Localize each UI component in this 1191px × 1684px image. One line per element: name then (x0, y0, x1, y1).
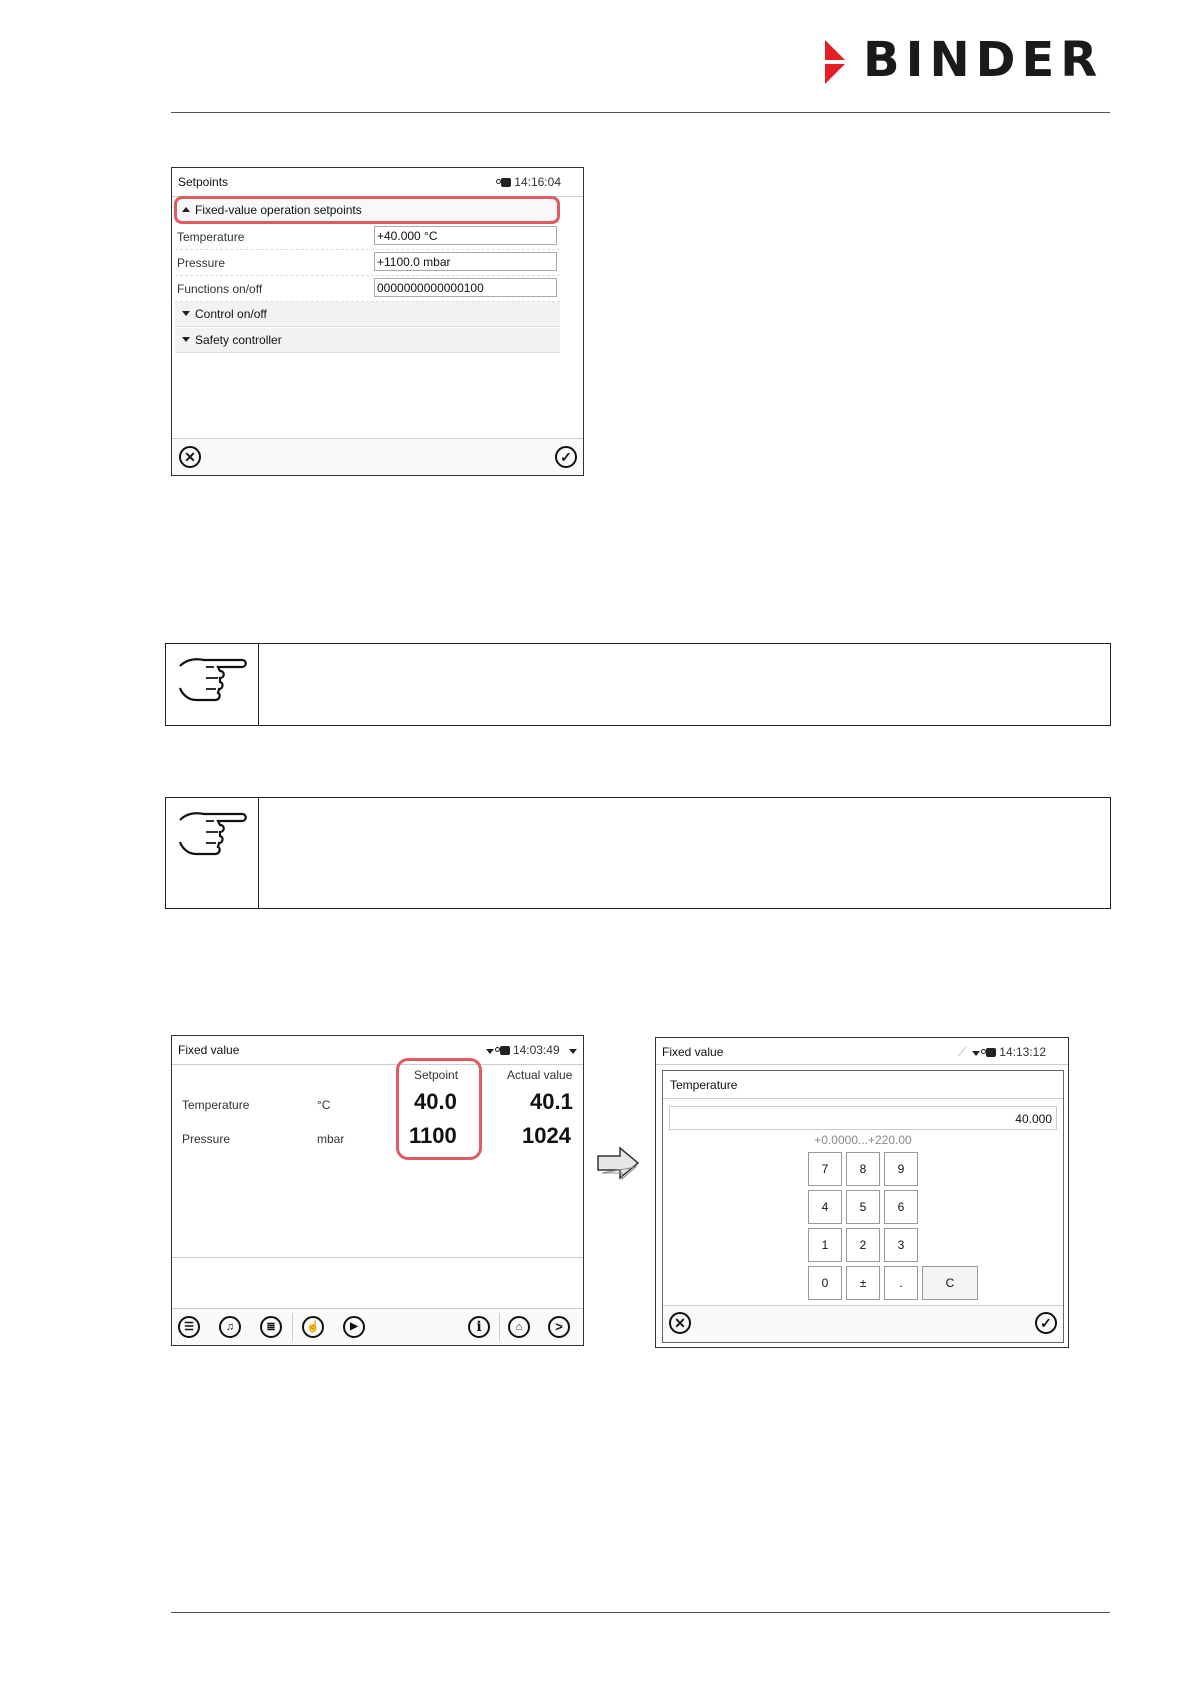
key-5[interactable]: 5 (846, 1190, 880, 1224)
row-temperature-label: Temperature (177, 230, 245, 244)
keypad-range: +0.0000...+220.00 (814, 1133, 912, 1147)
setpoints-screen (171, 167, 584, 476)
key-1[interactable]: 1 (808, 1228, 842, 1262)
temperature-actual: 40.1 (530, 1089, 573, 1114)
expand-icon (182, 311, 190, 316)
note-icon-cell (166, 798, 259, 908)
setpoints-clock (501, 175, 561, 189)
temperature-field[interactable]: +40.000 °C (374, 226, 557, 245)
key-clear[interactable]: C (922, 1266, 978, 1300)
setpoints-titlebar (172, 168, 583, 197)
row-functions-label: Functions on/off (177, 282, 263, 296)
arrow-right-icon (596, 1146, 640, 1180)
lock-icon (500, 1046, 510, 1055)
keypad-field-label: Temperature (670, 1078, 738, 1092)
dropdown-icon[interactable] (569, 1049, 577, 1054)
setpoints-clock-text: 14:16:04 (514, 175, 561, 189)
key-6[interactable]: 6 (884, 1190, 918, 1224)
next-icon[interactable]: > (548, 1316, 570, 1338)
separator (499, 1313, 500, 1341)
wifi-off-icon: ⟋ (957, 1045, 967, 1059)
keypad-clock-text: 14:13:12 (999, 1045, 1046, 1059)
row-pressure (175, 250, 560, 276)
key-8[interactable]: 8 (846, 1152, 880, 1186)
temperature-setpoint[interactable]: 40.0 (414, 1089, 457, 1114)
key-3[interactable]: 3 (884, 1228, 918, 1262)
section-fixed-value-label: Fixed-value operation setpoints (195, 203, 362, 217)
close-icon[interactable]: ✕ (179, 446, 201, 468)
setpoint-highlight (396, 1058, 482, 1160)
dropdown-icon[interactable] (972, 1051, 980, 1056)
pressure-setpoint[interactable]: 1100 (409, 1123, 457, 1148)
keypad-screen (655, 1037, 1069, 1348)
note-icon-cell (166, 644, 259, 725)
setpoints-bottombar (172, 438, 583, 475)
info-icon[interactable]: i (468, 1316, 490, 1338)
check-icon[interactable]: ✓ (555, 446, 577, 468)
keypad-bottombar (663, 1305, 1063, 1342)
fixed-value-screen (171, 1035, 584, 1346)
touch-icon[interactable]: ☝ (302, 1316, 324, 1338)
row-functions (175, 276, 560, 302)
note-box-1 (165, 643, 1111, 726)
keypad-title: Fixed value (662, 1045, 724, 1059)
fixed-value-titlebar (172, 1036, 583, 1065)
header-rule (171, 112, 1110, 113)
fixed-value-bottombar (172, 1308, 583, 1345)
separator (292, 1313, 293, 1341)
expand-icon (182, 337, 190, 342)
pressure-label: Pressure (182, 1132, 231, 1146)
note-box-2 (165, 797, 1111, 909)
row-pressure-label: Pressure (177, 256, 226, 270)
lock-icon (986, 1048, 996, 1057)
pressure-actual: 1024 (522, 1123, 571, 1148)
binder-logo-mark-icon (823, 40, 859, 84)
keypad-value-input[interactable]: 40.000 (669, 1106, 1057, 1130)
keypad-titlebar (656, 1038, 1068, 1065)
binder-logo (823, 32, 1104, 88)
setpoints-title: Setpoints (178, 175, 229, 189)
pointing-hand-icon (176, 652, 248, 704)
temperature-label: Temperature (182, 1098, 250, 1112)
key-0[interactable]: 0 (808, 1266, 842, 1300)
keypad-dialog-header (663, 1071, 1063, 1099)
check-icon[interactable]: ✓ (1035, 1312, 1057, 1334)
temperature-unit: °C (317, 1098, 331, 1112)
fixed-value-clock-text: 14:03:49 (512, 1043, 560, 1057)
fixed-value-title: Fixed value (178, 1043, 240, 1057)
footer-rule (171, 1612, 1110, 1613)
play-icon[interactable]: ▶ (343, 1316, 365, 1338)
brand-name: BINDER (863, 32, 1104, 88)
alarm-icon[interactable]: ♫ (219, 1316, 241, 1338)
key-4[interactable]: 4 (808, 1190, 842, 1224)
home-icon[interactable]: ⌂ (508, 1316, 530, 1338)
key-2[interactable]: 2 (846, 1228, 880, 1262)
setpoint-header: Setpoint (414, 1068, 459, 1082)
fixed-value-clock (486, 1043, 577, 1057)
list-icon[interactable]: ≣ (260, 1316, 282, 1338)
section-control[interactable] (175, 302, 560, 327)
row-temperature (175, 224, 560, 250)
keypad-clock (958, 1045, 1046, 1060)
key-9[interactable]: 9 (884, 1152, 918, 1186)
close-icon[interactable]: ✕ (669, 1312, 691, 1334)
functions-field[interactable]: 0000000000000100 (374, 278, 557, 297)
section-safety-label: Safety controller (195, 333, 282, 347)
section-control-label: Control on/off (195, 307, 267, 321)
key-decimal[interactable]: . (884, 1266, 918, 1300)
pointing-hand-icon (176, 806, 248, 858)
actual-header: Actual value (507, 1068, 573, 1082)
pressure-field[interactable]: +1100.0 mbar (374, 252, 557, 271)
key-7[interactable]: 7 (808, 1152, 842, 1186)
highlight-frame (174, 196, 560, 224)
lock-icon (501, 178, 511, 187)
key-plusminus[interactable]: ± (846, 1266, 880, 1300)
dropdown-icon[interactable] (486, 1049, 494, 1054)
menu-icon[interactable]: ☰ (178, 1316, 200, 1338)
divider (172, 1257, 583, 1258)
pressure-unit: mbar (317, 1132, 345, 1146)
section-safety[interactable] (175, 328, 560, 353)
keypad-dialog (662, 1070, 1064, 1343)
